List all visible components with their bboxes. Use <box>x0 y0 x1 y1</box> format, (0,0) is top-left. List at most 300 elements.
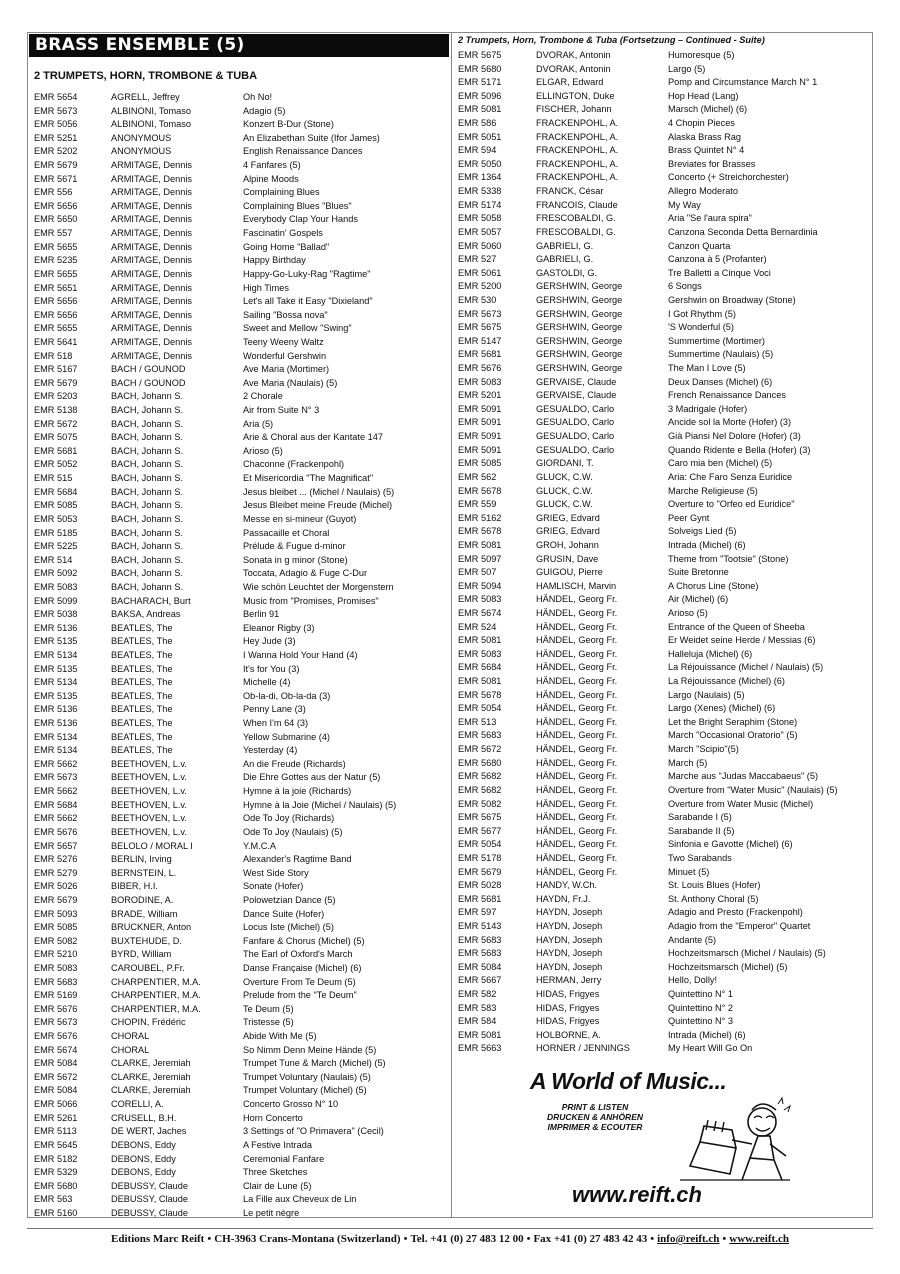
catalog-number: EMR 5066 <box>34 1099 78 1110</box>
work-title: Two Sarabands <box>668 852 732 863</box>
catalog-number: EMR 563 <box>34 1194 73 1205</box>
work-title: Overture to "Orfeo ed Euridice" <box>668 499 795 510</box>
catalog-number: EMR 5083 <box>458 594 502 605</box>
composer: BEETHOVEN, L.v. <box>111 826 187 837</box>
composer: GESUALDO, Carlo <box>536 431 615 442</box>
composer: BEATLES, The <box>111 745 173 756</box>
composer: BACH, Johann S. <box>111 445 184 456</box>
work-title: Deux Danses (Michel) (6) <box>668 376 773 387</box>
catalog-number: EMR 5143 <box>458 921 502 931</box>
composer: FRESCOBALDI, G. <box>536 213 616 224</box>
work-title: Oh No! <box>243 92 273 102</box>
catalog-number: EMR 5185 <box>34 527 78 538</box>
catalog-number: EMR 514 <box>34 554 73 565</box>
work-title: Quintettino N° 3 <box>668 1016 733 1027</box>
composer: ALBINONI, Tomaso <box>111 119 191 130</box>
work-title: Intrada (Michel) (6) <box>668 1029 746 1040</box>
work-title: Sailing "Bossa nova" <box>243 309 328 320</box>
work-title: Eleanor Rigby (3) <box>243 622 315 633</box>
work-title: Abide With Me (5) <box>243 1031 317 1042</box>
work-title: Largo (Naulais) (5) <box>668 689 745 700</box>
work-title: Adagio (5) <box>243 105 286 116</box>
work-title: Polowetzian Dance (5) <box>243 894 336 905</box>
work-title: March "Occasional Oratorio" (5) <box>668 730 798 741</box>
composer: HÄNDEL, Georg Fr. <box>536 716 618 727</box>
composer: ARMITAGE, Dennis <box>111 350 193 361</box>
work-title: Humoresque (5) <box>668 50 735 60</box>
work-title: Largo (5) <box>668 63 706 74</box>
catalog-number: EMR 5052 <box>34 459 78 470</box>
composer: BYRD, William <box>111 949 172 960</box>
composer: GERSHWIN, George <box>536 294 623 305</box>
catalog-number: EMR 5091 <box>458 444 502 455</box>
work-title: Happy Birthday <box>243 255 306 266</box>
footer-email-link[interactable]: info@reift.ch <box>657 1233 720 1245</box>
catalog-number: EMR 5174 <box>458 199 502 210</box>
work-title: Ave Maria (Mortimer) <box>243 364 330 375</box>
composer: CHOPIN, Frédéric <box>111 1017 186 1028</box>
composer: BACH, Johann S. <box>111 418 184 429</box>
composer: GERVAISE, Claude <box>536 390 617 401</box>
composer: CRUSELL, B.H. <box>111 1112 177 1123</box>
work-title: Trumpet Tune & March (Michel) (5) <box>243 1058 386 1069</box>
composer: GRIEG, Edvard <box>536 512 600 523</box>
catalog-number: EMR 5656 <box>34 296 78 307</box>
catalog-number: EMR 5075 <box>34 432 78 443</box>
ad-slogan-line: IMPRIMER & ECOUTER <box>547 1122 643 1132</box>
catalog-number: EMR 5680 <box>458 757 502 768</box>
composer: ARMITAGE, Dennis <box>111 309 193 320</box>
footer-website-link[interactable]: www.reift.ch <box>729 1233 789 1245</box>
catalog-number: EMR 515 <box>34 473 73 484</box>
catalog-number: EMR 5054 <box>458 703 502 714</box>
work-title: Aria (5) <box>243 418 274 429</box>
composer: ARMITAGE, Dennis <box>111 255 193 266</box>
composer: ARMITAGE, Dennis <box>111 200 193 211</box>
composer: BEATLES, The <box>111 663 173 674</box>
ad-headline: A World of Music... <box>530 1068 727 1094</box>
composer: HÄNDEL, Georg Fr. <box>536 662 618 673</box>
catalog-number: EMR 5083 <box>458 376 502 387</box>
composer: GABRIELI, G. <box>536 254 594 265</box>
composer: BACH, Johann S. <box>111 554 184 565</box>
catalog-number: EMR 518 <box>34 350 73 361</box>
work-title: Air (Michel) (6) <box>668 594 729 605</box>
composer: ARMITAGE, Dennis <box>111 187 193 198</box>
composer: BEATLES, The <box>111 704 173 715</box>
work-title: Berlin 91 <box>243 609 280 620</box>
work-title: Happy-Go-Luky-Rag "Ragtime" <box>243 268 371 279</box>
composer: BACH, Johann S. <box>111 581 184 592</box>
catalog-number: EMR 5094 <box>458 580 502 591</box>
work-title: Halleluja (Michel) (6) <box>668 648 753 659</box>
work-title: Concerto Grosso N° 10 <box>243 1099 339 1110</box>
composer: HAYDN, Joseph <box>536 907 603 918</box>
composer: GIORDANI, T. <box>536 458 594 469</box>
composer: DEBONS, Eddy <box>111 1167 176 1178</box>
catalog-number: EMR 562 <box>458 471 497 482</box>
catalog-number: EMR 5160 <box>34 1207 78 1218</box>
footer-address: CH-3963 Crans-Montana (Switzerland) <box>214 1233 401 1245</box>
composer: GERSHWIN, George <box>536 281 623 292</box>
work-title: Fanfare & Chorus (Michel) (5) <box>243 935 365 946</box>
composer: HÄNDEL, Georg Fr. <box>536 744 618 755</box>
catalog-number: EMR 5682 <box>458 771 502 782</box>
catalog-number: EMR 5083 <box>34 963 78 973</box>
composer: HIDAS, Frigyes <box>536 989 600 1000</box>
work-title: I Wanna Hold Your Hand (4) <box>243 649 358 660</box>
catalog-number: EMR 5683 <box>458 934 502 945</box>
catalog-number: EMR 530 <box>458 294 497 305</box>
composer: BERNSTEIN, L. <box>111 867 177 878</box>
ad-slogan <box>520 1102 670 1132</box>
composer: FRACKENPOHL, A. <box>536 145 619 156</box>
catalog-number: EMR 5054 <box>458 839 502 850</box>
composer: ARMITAGE, Dennis <box>111 173 193 184</box>
composer: GABRIELI, G. <box>536 240 594 251</box>
catalog-number: EMR 5683 <box>34 976 78 987</box>
catalog-number: EMR 586 <box>458 118 497 129</box>
composer: DE WERT, Jaches <box>111 1126 187 1137</box>
catalog-number: EMR 5057 <box>458 226 502 237</box>
work-title: Sonate (Hofer) <box>243 881 304 892</box>
composer: FRACKENPOHL, A. <box>536 172 619 183</box>
work-title: Music from "Promises, Promises" <box>243 595 379 606</box>
composer: ARMITAGE, Dennis <box>111 282 193 293</box>
catalog-number: EMR 5671 <box>34 173 78 184</box>
work-title: Quintettino N° 2 <box>668 1002 733 1013</box>
catalog-number: EMR 5053 <box>34 513 78 524</box>
catalog-number: EMR 5081 <box>458 676 502 687</box>
work-title: Intrada (Michel) (6) <box>668 539 746 550</box>
work-title: Marche Religieuse (5) <box>668 485 758 496</box>
work-title: Jesus bleibet ... (Michel / Naulais) (5) <box>243 486 395 497</box>
work-title: Marche aus "Judas Maccabaeus" (5) <box>668 771 819 782</box>
work-title: An die Freude (Richards) <box>243 758 346 769</box>
catalog-number: EMR 5135 <box>34 690 78 701</box>
composer: HÄNDEL, Georg Fr. <box>536 798 618 809</box>
work-title: Ob-la-di, Ob-la-da (3) <box>243 690 331 701</box>
composer: BACH, Johann S. <box>111 500 184 511</box>
work-title: Messe en si-mineur (Guyot) <box>243 513 357 524</box>
catalog-number: EMR 5678 <box>458 689 502 700</box>
work-title: Ode To Joy (Richards) <box>243 813 335 824</box>
work-title: Hochzeitsmarsch (Michel) (5) <box>668 961 788 972</box>
catalog-number: EMR 5679 <box>34 160 78 171</box>
catalog-number: EMR 5134 <box>34 731 78 742</box>
work-title: Wonderful Gershwin <box>243 350 327 361</box>
composer: AGRELL, Jeffrey <box>111 92 180 102</box>
catalog-number: EMR 5085 <box>34 922 78 933</box>
catalog-number: EMR 5676 <box>34 1031 78 1042</box>
work-title: Peer Gynt <box>668 512 710 523</box>
catalog-number: EMR 5085 <box>458 458 502 469</box>
composer: GESUALDO, Carlo <box>536 444 615 455</box>
work-title: Canzona Seconda Detta Bernardinia <box>668 226 818 237</box>
catalog-number: EMR 5096 <box>458 90 502 101</box>
ad-website: www.reift.ch <box>572 1182 702 1207</box>
catalog-number: EMR 5641 <box>34 336 78 347</box>
work-title: The Man I Love (5) <box>668 363 746 374</box>
catalog-number: EMR 5329 <box>34 1167 78 1178</box>
composer: BEETHOVEN, L.v. <box>111 772 187 783</box>
work-title: Three Sketches <box>243 1167 308 1178</box>
footer-publisher: Editions Marc Reift <box>111 1233 205 1245</box>
catalog-number: EMR 5201 <box>458 390 502 401</box>
catalog-number: EMR 5681 <box>458 349 502 360</box>
composer: BRUCKNER, Anton <box>111 922 192 933</box>
composer: HÄNDEL, Georg Fr. <box>536 784 618 795</box>
work-title: Sonata in g minor (Stone) <box>243 554 348 565</box>
composer: ELGAR, Edward <box>536 77 604 88</box>
catalog-number: EMR 5093 <box>34 908 78 919</box>
catalog-number: EMR 5674 <box>458 607 502 618</box>
catalog-number: EMR 5235 <box>34 255 78 266</box>
composer: BACH, Johann S. <box>111 473 184 484</box>
composer: GLUCK, C.W. <box>536 485 593 496</box>
work-title: Summertime (Naulais) (5) <box>668 349 774 360</box>
work-title: March (5) <box>668 757 708 768</box>
composer: HÄNDEL, Georg Fr. <box>536 771 618 782</box>
composer: ARMITAGE, Dennis <box>111 323 193 334</box>
work-title: A Festive Intrada <box>243 1139 312 1150</box>
catalog-number: EMR 5676 <box>34 1003 78 1014</box>
work-title: Sarabande I (5) <box>668 812 732 823</box>
catalog-number: EMR 582 <box>458 989 497 1000</box>
composer: BACH, Johann S. <box>111 405 184 416</box>
work-title: My Heart Will Go On <box>668 1043 753 1054</box>
right-section-heading: 2 Trumpets, Horn, Trombone & Tuba (Fortsetzung – Continued - Suite) <box>458 35 765 45</box>
ad-slogan-line: DRUCKEN & ANHÖREN <box>546 1112 644 1122</box>
catalog-number: EMR 5678 <box>458 485 502 496</box>
footer: Editions Marc Reift • CH-3963 Crans-Montana (Switzerland) • Tel. +41 (0) 27 483 12 00 • Fax +41 (0) 27 483 42 43 • info@reift.ch • www.reift.ch <box>111 1233 789 1245</box>
work-title: Overture From Te Deum (5) <box>243 976 356 987</box>
composer: GERSHWIN, George <box>536 363 623 374</box>
work-title: West Side Story <box>243 867 309 878</box>
catalog-number: EMR 5674 <box>34 1044 78 1055</box>
composer: BEATLES, The <box>111 636 173 647</box>
catalog-number: EMR 5276 <box>34 854 78 865</box>
work-title: 4 Chopin Pieces <box>668 118 735 129</box>
catalog-number: EMR 5655 <box>34 268 78 279</box>
composer: GERSHWIN, George <box>536 349 623 360</box>
catalog-number: EMR 5683 <box>458 948 502 959</box>
work-title: Sinfonia e Gavotte (Michel) (6) <box>668 839 793 850</box>
composer: BIBER, H.I. <box>111 881 158 892</box>
work-title: Alexander's Ragtime Band <box>243 854 352 865</box>
work-title: Y.M.C.A <box>243 840 277 851</box>
composer: BACH, Johann S. <box>111 527 184 538</box>
work-title: Passacaille et Choral <box>243 527 330 538</box>
work-title: Allegro Moderato <box>668 186 738 197</box>
catalog-number: EMR 5684 <box>34 486 78 497</box>
composer: BELOLO / MORAL I <box>111 840 193 851</box>
catalog-number: EMR 5662 <box>34 758 78 769</box>
catalog-number: EMR 5338 <box>458 186 502 197</box>
work-title: Ceremonial Fanfare <box>243 1153 325 1164</box>
composer: HÄNDEL, Georg Fr. <box>536 703 618 714</box>
catalog-number: EMR 5134 <box>34 677 78 688</box>
composer: BAKSA, Andreas <box>111 609 181 620</box>
catalog-number: EMR 5083 <box>34 581 78 592</box>
catalog-number: EMR 5147 <box>458 335 502 346</box>
work-title: Chaconne (Frackenpohl) <box>243 459 345 470</box>
work-title: Hymne à la Joie (Michel / Naulais) (5) <box>243 799 397 810</box>
catalog-number: EMR 597 <box>458 907 497 918</box>
work-title: 3 Madrigale (Hofer) <box>668 403 748 414</box>
composer: BEATLES, The <box>111 690 173 701</box>
work-title: Horn Concerto <box>243 1112 303 1123</box>
work-title: Già Piansi Nel Dolore (Hofer) (3) <box>668 431 801 442</box>
catalog-number: EMR 5026 <box>34 881 78 892</box>
composer: BACH, Johann S. <box>111 568 184 579</box>
catalog-number: EMR 5210 <box>34 949 78 960</box>
catalog-number: EMR 584 <box>458 1016 497 1027</box>
work-title: Hey Jude (3) <box>243 636 296 647</box>
work-title: Adagio and Presto (Frackenpohl) <box>668 907 803 918</box>
composer: CLARKE, Jeremiah <box>111 1071 191 1082</box>
work-title: La Réjouissance (Michel) (6) <box>668 676 785 687</box>
work-title: Gershwin on Broadway (Stone) <box>668 294 796 305</box>
work-title: Solveigs Lied (5) <box>668 526 737 537</box>
composer: DEBONS, Eddy <box>111 1153 176 1164</box>
advertisement <box>520 1068 810 1210</box>
composer: ANONYMOUS <box>111 132 172 143</box>
catalog-number: EMR 5672 <box>34 418 78 429</box>
work-title: Ancide sol la Morte (Hofer) (3) <box>668 417 792 428</box>
work-title: Toccata, Adagio & Fuge C-Dur <box>243 568 368 579</box>
composer: ARMITAGE, Dennis <box>111 160 193 171</box>
catalog-number: EMR 5676 <box>34 826 78 837</box>
catalog-number: EMR 5680 <box>458 63 502 74</box>
composer: GERSHWIN, George <box>536 322 623 333</box>
composer: HÄNDEL, Georg Fr. <box>536 839 618 850</box>
composer: HAMLISCH, Marvin <box>536 580 617 591</box>
composer: ARMITAGE, Dennis <box>111 268 193 279</box>
work-title: An Elizabethan Suite (Ifor James) <box>243 132 380 143</box>
composer: HERMAN, Jerry <box>536 975 602 986</box>
composer: BERLIN, Irving <box>111 854 172 865</box>
work-title: Die Ehre Gottes aus der Natur (5) <box>243 772 381 783</box>
catalog-number: EMR 5682 <box>458 784 502 795</box>
catalog-number: EMR 5060 <box>458 240 502 251</box>
work-title: Konzert B-Dur (Stone) <box>243 119 334 130</box>
composer: FRACKENPOHL, A. <box>536 118 619 129</box>
work-title: Hello, Dolly! <box>668 975 718 986</box>
composer: HIDAS, Frigyes <box>536 1002 600 1013</box>
catalog-number: EMR 5081 <box>458 635 502 646</box>
catalog-number: EMR 5171 <box>458 77 502 88</box>
work-title: Et Misericordia "The Magnificat" <box>243 473 374 484</box>
composer: HÄNDEL, Georg Fr. <box>536 730 618 741</box>
catalog-number: EMR 524 <box>458 621 497 632</box>
composer: GRUSIN, Dave <box>536 553 599 564</box>
work-title: Suite Bretonne <box>668 567 729 578</box>
composer: FRACKENPOHL, A. <box>536 131 619 142</box>
composer: HÄNDEL, Georg Fr. <box>536 757 618 768</box>
composer: GASTOLDI, G. <box>536 267 598 278</box>
composer: HÄNDEL, Georg Fr. <box>536 676 618 687</box>
catalog-number: EMR 594 <box>458 145 497 156</box>
catalog-number: EMR 5136 <box>34 622 78 633</box>
composer: ARMITAGE, Dennis <box>111 336 193 347</box>
composer: BEETHOVEN, L.v. <box>111 813 187 824</box>
catalog-number: EMR 5679 <box>34 377 78 388</box>
composer: CAROUBEL, P.Fr. <box>111 963 185 973</box>
catalog-number: EMR 5136 <box>34 718 78 729</box>
work-title: Locus Iste (Michel) (5) <box>243 922 334 933</box>
catalog-number: EMR 5672 <box>34 1071 78 1082</box>
catalog-number: EMR 5136 <box>34 704 78 715</box>
composer: HÄNDEL, Georg Fr. <box>536 648 618 659</box>
composer: HAYDN, Fr.J. <box>536 893 591 904</box>
work-title: Canzona à 5 (Profanter) <box>668 254 767 265</box>
composer: BEATLES, The <box>111 649 173 660</box>
catalog-number: EMR 5083 <box>458 648 502 659</box>
catalog-number: EMR 5673 <box>34 772 78 783</box>
work-title: It's for You (3) <box>243 663 300 674</box>
catalog-number: EMR 5656 <box>34 200 78 211</box>
catalog-number: EMR 5058 <box>458 213 502 224</box>
catalog-number: EMR 5672 <box>458 744 502 755</box>
composer: BACH, Johann S. <box>111 486 184 497</box>
catalog-number: EMR 556 <box>34 187 73 198</box>
catalog-number: EMR 5028 <box>458 880 502 891</box>
composer: BEATLES, The <box>111 622 173 633</box>
composer: BACHARACH, Burt <box>111 595 191 606</box>
composer: HÄNDEL, Georg Fr. <box>536 689 618 700</box>
catalog-number: EMR 5200 <box>458 281 502 292</box>
catalog-number: EMR 5092 <box>34 568 78 579</box>
catalog-number: EMR 5279 <box>34 867 78 878</box>
work-title: Tristesse (5) <box>243 1017 294 1028</box>
composer: BEATLES, The <box>111 731 173 742</box>
work-title: Alaska Brass Rag <box>668 131 742 142</box>
work-title: A Chorus Line (Stone) <box>668 580 759 591</box>
work-title: Minuet (5) <box>668 866 710 877</box>
work-title: 6 Songs <box>668 281 702 292</box>
work-title: Complaining Blues "Blues" <box>243 200 352 211</box>
composer: ARMITAGE, Dennis <box>111 214 193 225</box>
catalog-number: EMR 507 <box>458 567 497 578</box>
catalog-number: EMR 5683 <box>458 730 502 741</box>
composer: CLARKE, Jeremiah <box>111 1085 191 1096</box>
work-title: Quando Ridente e Bella (Hofer) (3) <box>668 444 811 455</box>
work-title: Hop Head (Lang) <box>668 90 739 101</box>
work-title: Largo (Xenes) (Michel) (6) <box>668 703 776 714</box>
work-title: Te Deum (5) <box>243 1003 294 1014</box>
catalog-number: EMR 5203 <box>34 391 78 402</box>
work-title: High Times <box>243 282 289 293</box>
composer: BEETHOVEN, L.v. <box>111 786 187 797</box>
catalog-number: EMR 5097 <box>458 553 502 564</box>
catalog-number: EMR 5167 <box>34 364 78 375</box>
composer: BEATLES, The <box>111 718 173 729</box>
work-title: Ave Maria (Naulais) (5) <box>243 377 338 388</box>
catalog-number: EMR 5673 <box>458 308 502 319</box>
catalog-number: EMR 5135 <box>34 663 78 674</box>
work-title: Summertime (Mortimer) <box>668 335 765 346</box>
catalog-number: EMR 5667 <box>458 975 502 986</box>
work-title: Prelude from the "Te Deum" <box>243 990 357 1001</box>
composer: GRIEG, Edvard <box>536 526 600 537</box>
catalog-number: EMR 5650 <box>34 214 78 225</box>
work-title: Canzon Quarta <box>668 240 731 251</box>
catalog-number: EMR 5082 <box>458 798 502 809</box>
catalog-number: EMR 5182 <box>34 1153 78 1164</box>
composer: GERVAISE, Claude <box>536 376 617 387</box>
catalog-number: EMR 5113 <box>34 1126 77 1137</box>
